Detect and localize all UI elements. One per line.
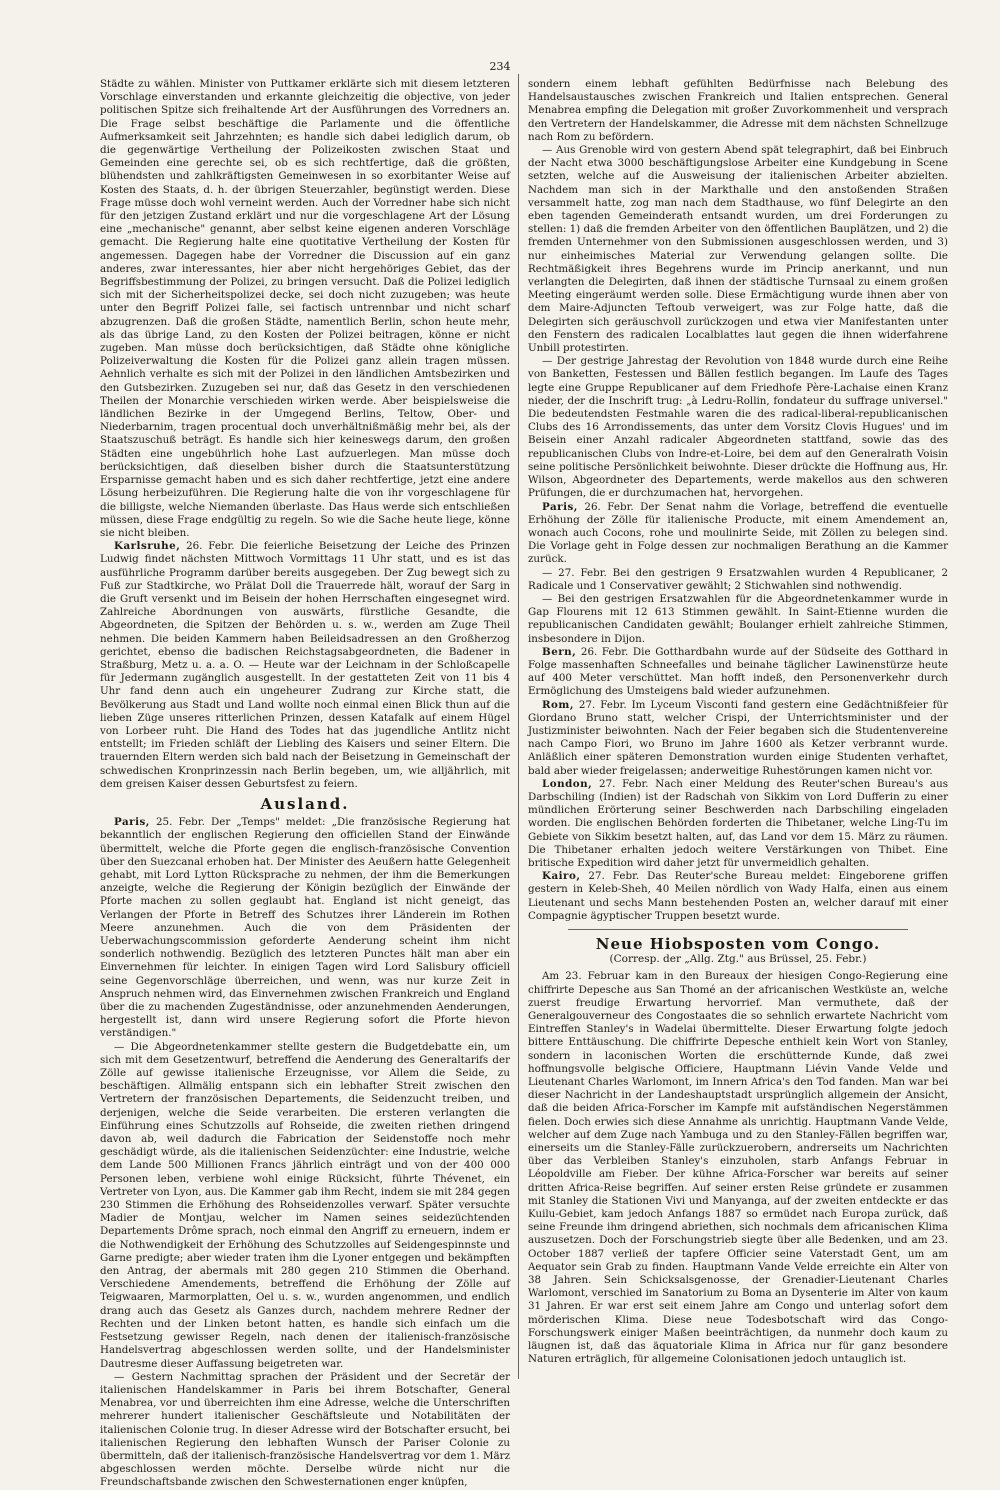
dateline-kairo: Kairo, — [542, 870, 581, 883]
text-paris-25: 25. Febr. Der „Temps" meldet: „Die französische Regierung hat bekanntlich der englischen Regierung den officiellen Stand der Einwände übermittelt, welche die Pforte gegen die englisch-französische Convention über den Suezcanal erhoben hat. Der Minister des Aeußern hatte Gelegenheit gehabt, mit Lord Lytton Rücksprache zu nehmen, der ihm die Bemerkungen anzeigte, welche die Regierung der Königin bezüglich der Einwände der Pforte machen zu sollen geglaubt hat. England ist nicht geneigt, das Verlangen der Pforte in Betreff des Schutzes ihrer Länderein im Rothen Meere anzunehmen. Auch die von dem Präsidenten der Ueberwachungscommission geforderte Aenderung scheint ihm nicht sonderlich nothwendig. Bezüglich des letzteren Punctes hält man aber ein Einvernehmen für leichter. In einigen Tagen wird Lord Salisbury officiell seine Gegenvorschläge überreichen, und wenn, was nur kurze Zeit in Anspruch nehmen wird, das Einvernehmen zwischen Frankreich und England über die zu machenden Zugeständnisse, oder anzunehmenden Aenderungen, hergestellt ist, dann wird unsere Regierung sofort die Pforte hievon verständigen." — [100, 816, 510, 1040]
page-number: 234 — [489, 60, 511, 73]
right-column — [528, 78, 948, 1379]
column-divider — [518, 74, 519, 1379]
paragraph-ersatzwahlen-gap: — Bei den gestrigen Ersatzwahlen für die Abgeordnetenkammer wurde in Gap Flourens mit 12 613 Stimmen gewählt. In Saint-Etienne wurden die republicanischen Candidaten gewählt; Boulanger erhielt zahlreiche Stimmen, insbesondere in Dijon. — [528, 592, 948, 645]
article-heading-congo: Neue Hiobsposten vom Congo. — [595, 935, 881, 953]
paragraph-london — [528, 778, 948, 870]
paragraph-congo: Am 23. Februar kam in den Bureaux der hiesigen Congo-Regierung eine chiffrirte Depesche aus San Thomé an der africanischen Westküste an, welche zuerst freudige Erwartung hervorrief. Man vermuthete, daß der Generalgouverneur des Congostaates die so sehnlich erwartete Nachricht vom Eintreffen Stanley's in Wadelai übermittelte. Dieser Erwartung folgte jedoch bittere Enttäuschung. Die chiffrirte Depesche enthielt kein Wort von Stanley, sondern in laconischen Worten die erschütternde Kunde, daß zwei hoffnungsvolle belgische Officiere, Hauptmann Liévin Vande Velde und Lieutenant Charles Warlomont, im Innern Africa's den Tod fanden. Man war bei dieser Nachricht in der Landeshauptstadt ursprünglich allgemein der Ansicht, daß die beiden Africa-Forscher im Kampfe mit aufständischen Negerstämmen fielen. Doch erwies sich diese Annahme als unrichtig. Hauptmann Vande Velde, welcher auf dem Zuge nach Yambuga und zu den Stanley-Fällen begriffen war, einerseits um die Stanley-Fälle zurückzuerobern, andrerseits um Nachrichten über das Verbleiben Stanley's einzuholen, starb Anfangs Februar in Léopoldville am Fieber. Der kühne Africa-Forscher war bereits auf seiner dritten Africa-Reise begriffen. Auf seiner ersten Reise gründete er zusammen mit Stanley die Stationen Vivi und Manyanga, auf der zweiten entdeckte er das Kuilu-Gebiet, kam jedoch Anfangs 1887 so ermüdet nach Europa zurück, daß seine Freunde ihm dringend abriethen, sich nochmals dem africanischen Klima auszusetzen. Doch der Forschungstrieb siegte über alle Bedenken, und am 23. October 1887 verließ der tapfere Officier seine Vaterstadt Gent, um am Aequator sein Grab zu finden. Hauptmann Vande Velde erreichte ein Alter von 38 Jahren. Sein Schicksalsgenosse, der Grenadier-Lieutenant Charles Warlomont, verschied im Sanatorium zu Boma an Dysenterie im Alter von kaum 31 Jahren. Er war erst seit einem Jahre am Congo und unterlag sofort dem mörderischen Klima. Diese neue Todesbotschaft wird das Congo-Forschungswerk einiger Maßen beeinträchtigen, da nunmehr doch kaum zu läugnen ist, daß das äquatoriale Klima in Africa nur für ganz besondere Naturen erträglich, für allgemeine Colonisationen jedoch untauglich ist. — [528, 970, 948, 1366]
paragraph-abgeordnetenkammer: — Die Abgeordnetenkammer stellte gestern die Budgetdebatte ein, um sich mit dem Gesetzentwurf, betreffend die Aenderung des Generaltarifs der Zölle auf gewisse italienische Erzeugnisse, vor Allem die Seide, zu beschäftigen. Allmälig entspann sich ein lebhafter Streit zwischen den Vertretern der französischen Departements, die Seidenzucht treiben, und derjenigen, welche die Seide verarbeiten. Die ersteren verlangten die Einführung eines Schutzzolls auf Rohseide, die zweiten riethen dringend davon ab, weil dadurch die Fabrication der Seidenstoffe noch mehr geschädigt würde, als die italienischen Seidenzüchter: eine Industrie, welche dem Lande 500 Millionen Francs jährlich einträgt und von der 400 000 Personen leben, verbiene wohl einige Rücksicht, führte Thévenet, ein Vertreter von Lyon, aus. Die Kammer gab ihm Recht, indem sie mit 284 gegen 230 Stimmen die Erhöhung des Rohseidenzolles verwarf. Später versuchte Madier de Montjau, welcher im Namen seines seidezüchtenden Departements Drôme sprach, noch einmal den Angriff zu erneuern, indem er die Nothwendigkeit der Erhöhung des Schutzzolles auf Seidengespinnste und Garne predigte; aber wieder traten ihm die Lyoner entgegen und bekämpften den Antrag, der abermals mit 280 gegen 210 Stimmen die Oberhand. Verschiedene Amendements, betreffend die Erhöhung der Zölle auf Teigwaaren, Marmorplatten, Oel u. s. w., wurden angenommen, und endlich drang auch das Gesetz als Ganzes durch, nachdem mehrere Redner der Rechten und der Linken betont hatten, es handle sich einfach um die Festsetzung gewisser Regeln, nach denen der italienisch-französische Handelsvertrag abgeschlossen werden sollte, und der Handelsminister Dautresme dieser Auffassung beigetreten war. — [100, 1040, 510, 1370]
paragraph-revolution-1848: — Der gestrige Jahrestag der Revolution von 1848 wurde durch eine Reihe von Banketten, Festessen und Bällen festlich begangen. Im Laufe des Tages legte eine Gruppe Republicaner auf dem Friedhofe Père-Lachaise einen Kranz nieder, der die Inschrift trug: „à Ledru-Rollin, fondateur du suffrage universel." Die bedeutendsten Festmahle waren die des radical-liberal-republicanischen Clubs des 16 Arrondissements, das unter dem Vorsitz Clovis Hugues' und im Beisein einer Anzahl radicaler Abgeordneten stattfand, sowie das des republicanischen Clubs von Indre-et-Loire, bei dem auf den Generalrath Voisin seine politische Persönlichkeit beiwohnte. Dieser drückte die Hoffnung aus, Hr. Wilson, Abgeordneter des Departements, werde makellos aus den schweren Prüfungen, die er durchzumachen hat, hervorgehen. — [528, 355, 948, 500]
paragraph-paris-senat — [528, 501, 948, 567]
text-karlsruhe: 26. Febr. Die feierliche Beisetzung der Leiche des Prinzen Ludwig findet nächsten Mittwoch Vormittags 11 Uhr statt, und es ist das ausführliche Programm darüber bereits ausgegeben. Der Zug bewegt sich zu Fuß zur Stadtkirche, wo Prälat Doll die Trauerrede hält, worauf der Sarg in die Gruft versenkt und im Beisein der hohen Herrschaften eingesegnet wird. Zahlreiche Abordnungen von auswärts, fürstliche Gesandte, die Abgeordneten, die Spitzen der Behörden u. s. w., werden am Zuge Theil nehmen. Die beiden Kammern haben Beileidsadressen an den Großherzog gerichtet, ebenso die badischen Reichstagsabgeordneten, die Badener in Straßburg, Metz u. a. a. O. — Heute war der Leichnam in der Schloßcapelle für Jedermann zugänglich ausgestellt. In der gestatteten Zeit von 11 bis 4 Uhr fand denn auch ein ungeheurer Zudrang zur Kirche statt, die Bevölkerung aus Stadt und Land wollte noch einmal einen Blick thun auf die lieben Züge unseres ritterlichen Prinzen, dessen Katafalk auf einem Hügel von Lorbeer ruht. Die Hand des Todes hat das jugendliche Antlitz nicht entstellt; im Frieden schläft der Liebling des Kaisers und seiner Eltern. Die trauernden Eltern werden sich bald nach der Beisetzung in Gemeinschaft der schwedischen Kronprinzessin nach Berlin begeben, um, wie alljährlich, mit dem greisen Kaiser dessen Geburtsfest zu feiern. — [100, 540, 510, 790]
text-london: 27. Febr. Nach einer Meldung des Reuter'schen Bureau's aus Darbschiling (Indien) ist der Radschah von Sikkim von Lord Dufferin zu einer mündlichen Erörterung seiner Beschwerden nach Darbschiling eingeladen worden. Die englischen Behörden forderten die Thibetaner, welche Ling-Tu im Gebiete von Sikkim besetzt halten, auf, das Land vor dem 15. März zu räumen. Die Thibetaner erhalten jedoch weitere Verstärkungen von Thibet. Eine britische Expedition wird daher jetzt für unvermeidlich gehalten. — [528, 777, 948, 869]
left-column — [100, 78, 510, 1489]
paragraph-paris-temps — [100, 816, 510, 1040]
dateline-paris-26: Paris, — [542, 500, 578, 513]
paragraph-bern — [528, 646, 948, 699]
text-paris-26: 26. Febr. Der Senat nahm die Vorlage, betreffend die eventuelle Erhöhung der Zölle für italienische Producte, mit einem Amendement an, wonach auch Cocons, rohe und moulinirte Seide, mit Zöllen zu belegen sind. Die Vorlage geht in Folge dessen zur nochmaligen Berathung an die Kammer zurück. — [528, 500, 948, 566]
dateline-bern: Bern, — [542, 645, 577, 658]
dateline-london: London, — [542, 777, 593, 790]
text-bern: 26. Febr. Die Gotthardbahn wurde auf der Südseite des Gotthard in Folge massenhaften Schneefalles und beinahe täglicher Lawinenstürze heute auf 400 Meter verschüttet. Man hofft indeß, den Personenverkehr durch Ermöglichung des Umsteigens bald wieder aufzunehmen. — [528, 645, 948, 698]
paragraph-kairo — [528, 870, 948, 923]
paragraph-continuation: sondern einem lebhaft gefühlten Bedürfnisse nach Belebung des Handelsaustausches zwischen Frankreich und Italien entsprechen. General Menabrea empfing die Delegation mit großer Zuvorkommenheit und versprach den Vertretern der Handelskammer, die Adresse mit dem nächsten Schnellzuge nach Rom zu befördern. — [528, 78, 948, 143]
section-heading-ausland: Ausland. — [260, 794, 350, 813]
dateline-karlsruhe: Karlsruhe, — [114, 540, 181, 553]
paragraph-polizei-debate: Städte zu wählen. Minister von Puttkamer erklärte sich mit diesem letzteren Vorschlage einverstanden und erkannte gleichzeitig die objective, von jeder politischen Spitze sich freihaltende Art der Ausführungen des Vorredners an. Die Frage selbst beschäftige die Parlamente und die öffentliche Aufmerksamkeit seit Jahrzehnten; es handle sich dabei lediglich darum, ob die gegenwärtige Vertheilung der Polizeikosten zwischen Staat und Gemeinden eine gerechte sei, ob es sich rechtfertige, daß die größten, blühendsten und zahlkräftigsten Gemeinwesen in so exorbitanter Weise auf Kosten des Staats, d. h. der übrigen Steuerzahler, begünstigt werden. Diese Frage müsse doch wohl verneint werden. Auch der Vorredner habe sich nicht für den jetzigen Zustand erklärt und nur die vorgeschlagene Art der Lösung eine „mechanische" genannt, aber selbst keine eigenen anderen Vorschläge gemacht. Die Regierung halte eine quotitative Vertheilung der Kosten für angemessen. Dagegen habe der Vorredner die Discussion auf ein ganz anderes, zwar interessantes, hier aber nicht hergehöriges Gebiet, das der Begriffsbestimmung der Polizei, zu bringen versucht. Daß die Polizei lediglich sich mit der Sicherheitspolizei decke, sei doch nicht zuzugeben; was heute unter den Begriff Polizei falle, sei factisch untrennbar und nicht scharf abzugrenzen. Daß die großen Städte, namentlich Berlin, schon heute mehr, als das übrige Land, zu den Kosten der Polizei beitragen, könne er nicht zugeben. Man müsse doch berücksichtigen, daß Städte ohne königliche Polizeiverwaltung die Kosten für die Polizei ganz allein tragen müssen. Aehnlich verhalte es sich mit der Polizei in den ländlichen Amtsbezirken und den Gutsbezirken. Zuzugeben sei nur, daß das Gesetz in den verschiedenen Theilen der Monarchie verschieden wirken werde. Aber beispielsweise die ländlichen Bezirke in der Umgegend Berlins, Teltow, Ober- und Niederbarnim, tragen procentual doch unverhältnißmäßig mehr bei, als der Staatszuschuß beträgt. Es handle sich hier keineswegs darum, den großen Städten eine ungebührlich hohe Last aufzuerlegen. Man müsse doch berücksichtigen, daß dieselben bisher durch die Staatsunterstützung Ersparnisse gemacht haben und es sich daher rechtfertige, jetzt eine andere Lösung herbeizuführen. Die Regierung halte die von ihr vorgeschlagene für die billigste, welche Niemanden überlaste. Das Haus werde sich entschließen müssen, diese Frage endgültig zu regeln. So wie die Sache heute liege, könne sie nicht bleiben. — [100, 78, 510, 539]
paragraph-rom — [528, 699, 948, 778]
dateline-rom: Rom, — [542, 698, 574, 711]
paragraph-karlsruhe — [100, 540, 510, 791]
paragraph-ersatzwahlen: — 27. Febr. Bei den gestrigen 9 Ersatzwahlen wurden 4 Republicaner, 2 Radicale und 1 Conservativer gewählt; 2 Stichwahlen sind nothwendig. — [528, 566, 948, 592]
article-divider — [568, 929, 908, 930]
text-rom: 27. Febr. Im Lyceum Visconti fand gestern eine Gedächtnißfeier für Giordano Bruno statt, welcher Crispi, der Unterrichtsminister und der Justizminister beiwohnten. Nach der Feier begaben sich die Studentenvereine nach Campo Fiori, wo Bruno im Jahre 1600 als Ketzer verbrannt wurde. Anläßlich einer späteren Demonstration wurden einige Studenten verhaftet, bald aber wieder freigelassen; anderweitige Ruhestörungen kamen nicht vor. — [528, 698, 948, 777]
paragraph-handelskammer: — Gestern Nachmittag sprachen der Präsident und der Secretär der italienischen Handelskammer in Paris bei ihrem Botschafter, General Menabrea, vor und überreichten ihm eine Adresse, welche die Unterschriften mehrerer hundert italienischer Geschäftsleute und Notabilitäten der italienischen Colonie trug. In dieser Adresse wird der Botschafter ersucht, bei italienischen Regierung den lebhaften Wunsch der Pariser Colonie zu übermitteln, daß der italienisch-französische Handelsvertrag vor dem 1. März abgeschlossen werden möchte. Derselbe würde nicht nur die Freundschaftsbande zwischen den Schwesternationen enger knüpfen, — [100, 1370, 510, 1489]
paragraph-grenoble: — Aus Grenoble wird von gestern Abend spät telegraphirt, daß bei Einbruch der Nacht etwa 3000 beschäftigungslose Arbeiter eine Kundgebung in Scene setzten, welche auf die Ausweisung der italienischen Arbeiter abzielten. Nachdem man sich in der Markthalle und den anstoßenden Straßen versammelt hatte, zog man nach dem Stadthause, wo fünf Delegirte an den eben tagenden Gemeinderath entsandt wurden, um drei Forderungen zu stellen: 1) daß die fremden Arbeiter von den öffentlichen Bauplätzen, und 2) die fremden Unternehmer von den Submissionen ausgeschlossen werden, und 3) nur einheimisches Material zur Verwendung gelangen sollte. Die Rechtmäßigkeit ihres Begehrens wurde im Princip anerkannt, und nun verlangten die Delegirten, daß ihnen der städtische Turnsaal zu einem großen Meeting eingeräumt werden solle. Diese Ermächtigung wurde ihnen aber von dem Maire-Adjuncten Teftoub verweigert, was zur Folge hatte, daß die Delegirten sich geräuschvoll zurückzogen und etwa vier Manifestanten unter den Fenstern des radicalen Localblattes laut gegen die ihnen widerfahrene Unbill protestirten. — [528, 144, 948, 355]
dateline-paris-25: Paris, — [114, 816, 150, 829]
text-kairo: 27. Febr. Das Reuter'sche Bureau meldet: Eingeborene griffen gestern in Keleb-Sheh, 40 Meilen nördlich von Wady Halfa, einen aus einem Lieutenant und sechs Mann bestehenden Posten an, welcher darauf mit einer Compagnie ägyptischer Truppen besetzt wurde. — [528, 870, 948, 922]
article-byline: (Corresp. der „Allg. Ztg." aus Brüssel, 25. Febr.) — [609, 953, 867, 966]
